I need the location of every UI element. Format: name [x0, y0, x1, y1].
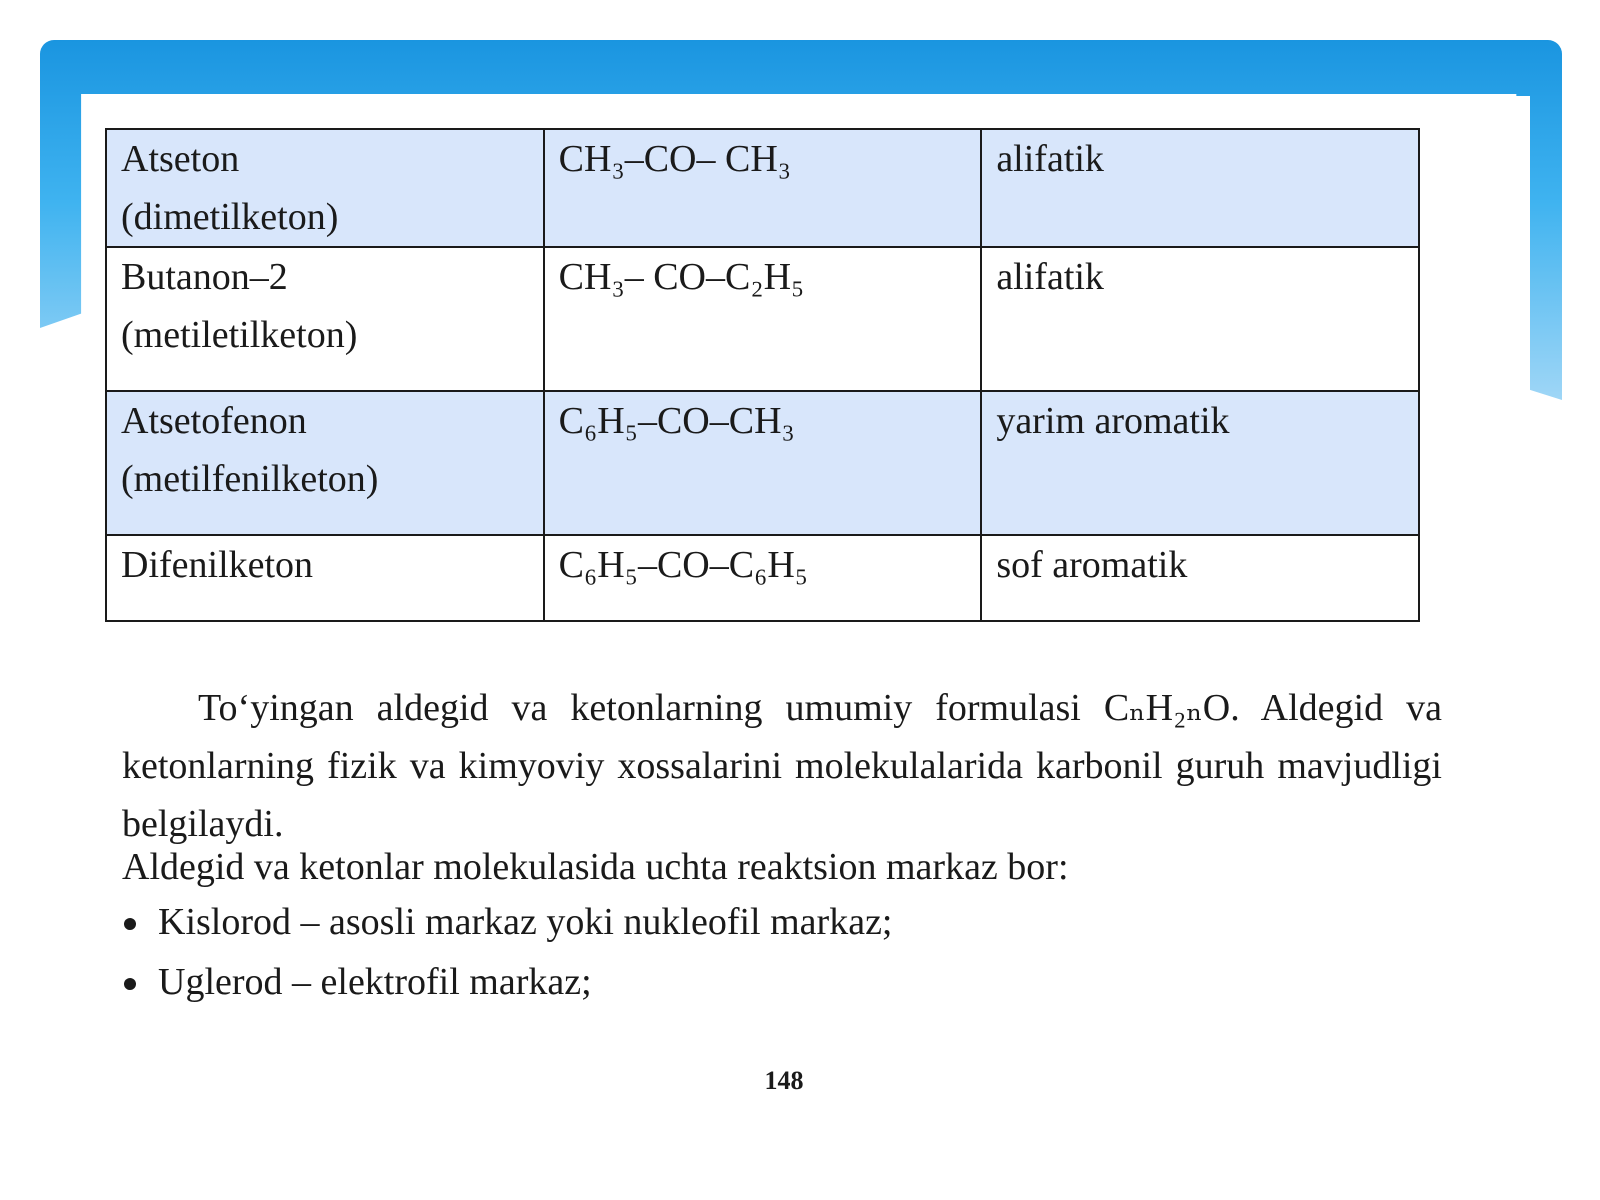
general-formula-paragraph: To‘yingan aldegid va ketonlarning umumiy formulasi CₙH₂ₙO. Aldegid va ketonlarning fizik va kimyoviy xossalarini molekulalarida karbonil guruh mavjudligi belgilaydi.: [122, 687, 1442, 845]
compound-name: Atsetofenon: [121, 400, 307, 442]
compound-name: Atseton: [121, 138, 240, 180]
formula-cell: [544, 391, 982, 535]
compound-name: Difenilketon: [121, 544, 314, 586]
compound-name: Butanon–2: [121, 256, 288, 298]
table-row: [106, 391, 1419, 535]
list-item-text: Kislorod – asosli markaz yoki nukleofil markaz;: [158, 901, 893, 943]
formula: C₆H₅–CO–CH₃: [558, 400, 795, 442]
compound-name-cell: [106, 247, 544, 391]
formula: C₆H₅–CO–C₆H₅: [558, 544, 809, 586]
formula: CH₃–CO– CH₃: [558, 138, 792, 180]
formula-cell: [544, 535, 982, 621]
compound-name-cell: [106, 391, 544, 535]
bullet-icon: [124, 978, 136, 990]
reaction-centers-paragraph: Aldegid va ketonlar molekulasida uchta reaktsion markaz bor:: [122, 846, 1069, 888]
list-item-text: Uglerod – elektrofil markaz;: [158, 961, 592, 1003]
bullet-icon: [124, 918, 136, 930]
type-cell: [981, 535, 1419, 621]
list-item: [122, 892, 893, 952]
table-row: [106, 535, 1419, 621]
ketone-table: [105, 128, 1420, 622]
compound-name-cell: [106, 535, 544, 621]
formula-cell: [544, 129, 982, 247]
compound-type: sof aromatik: [996, 544, 1188, 586]
page-number: 148: [764, 1066, 804, 1095]
compound-type: yarim aromatik: [996, 400, 1230, 442]
compound-synonym: (metiletilketon): [121, 314, 358, 356]
table-row: [106, 247, 1419, 391]
compound-type: alifatik: [996, 256, 1104, 298]
compound-synonym: (dimetilketon): [121, 196, 339, 238]
formula-cell: [544, 247, 982, 391]
compound-type: alifatik: [996, 138, 1104, 180]
compound-synonym: (metilfenilketon): [121, 458, 379, 500]
type-cell: [981, 129, 1419, 247]
formula: CH₃– CO–C₂H₅: [558, 256, 805, 298]
table-row: [106, 129, 1419, 247]
type-cell: [981, 247, 1419, 391]
reaction-centers-list: [122, 892, 893, 1012]
list-item: [122, 952, 893, 1012]
type-cell: [981, 391, 1419, 535]
compound-name-cell: [106, 129, 544, 247]
